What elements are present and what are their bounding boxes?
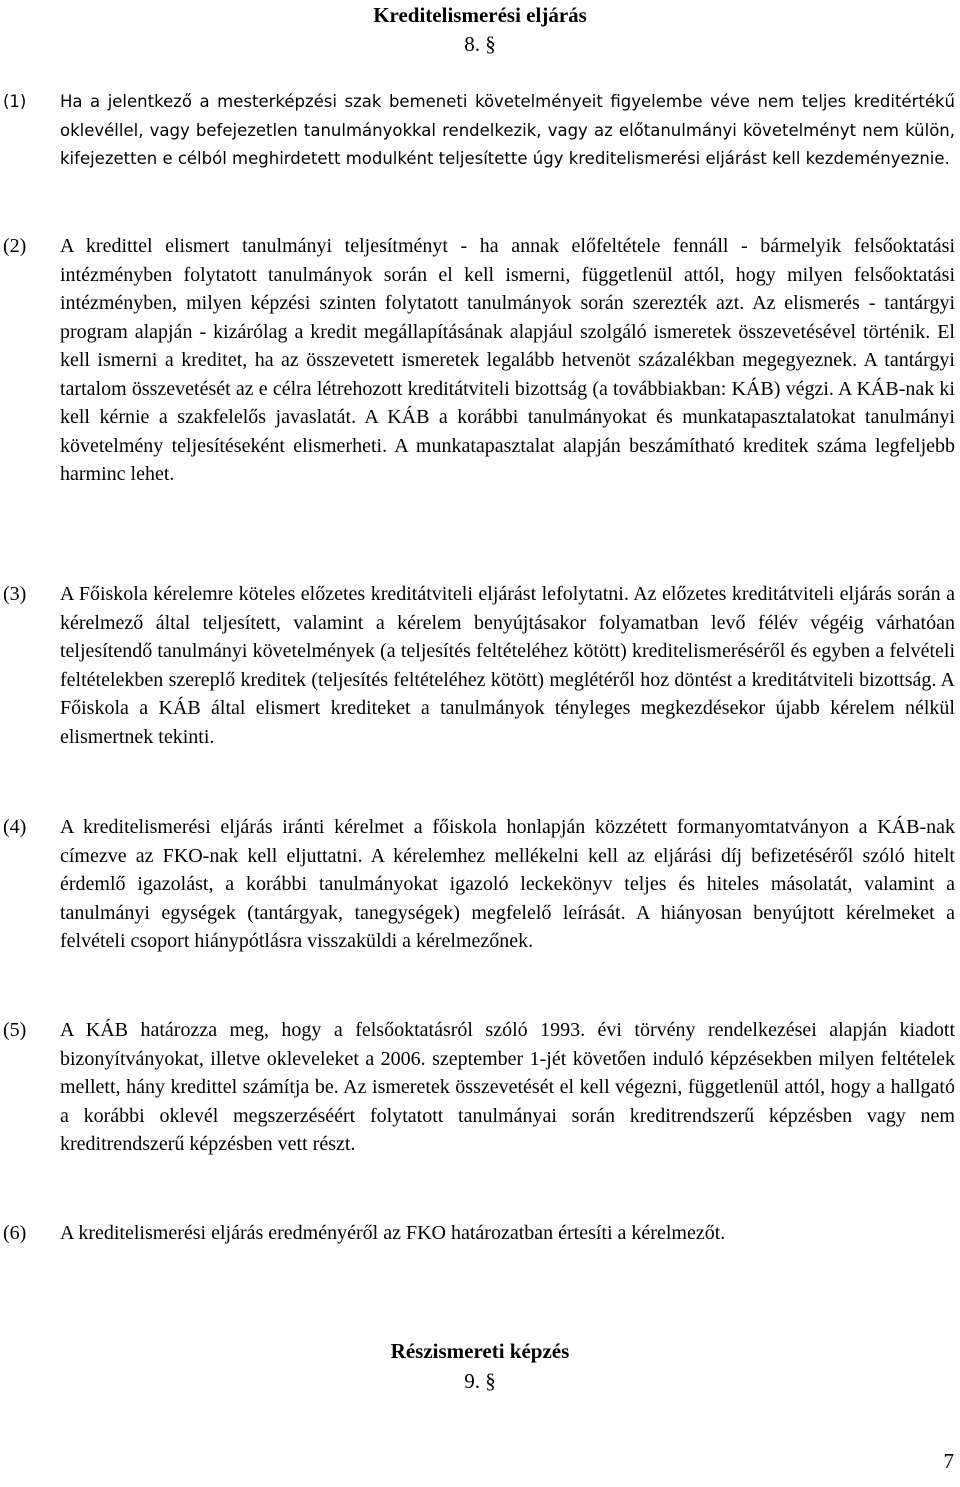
paragraph-text: A KÁB határozza meg, hogy a felsőoktatásról szóló 1993. évi törvény rendelkezései alapján kiadott bizonyítványokat, illetve okleveleket a 2006. szeptember 1-jét követően induló képzésekben milyen feltételek mellett, hány kredittel számítja be. Az ismeretek összevetését el kell végezni, függetlenül attól, hogy a hallgató a korábbi oklevél megszerzéséért folytatott tanulmányai során kreditrendszerű képzésben vagy nem kreditrendszerű képzésben vett részt.: [60, 1019, 955, 1155]
paragraph-number: (6): [3, 1222, 27, 1244]
paragraph-number: (4): [3, 816, 27, 838]
paragraph-number: (5): [3, 1019, 27, 1041]
paragraph-number: (2): [3, 235, 27, 257]
paragraph-text: A kredittel elismert tanulmányi teljesítményt - ha annak előfeltétele fennáll - bármelyik felsőoktatási intézményben folytatott tanulmányok során el kell ismerni, függetlenül attól, hogy milyen felsőoktatási intézményben, milyen képzési szinten folytatott tanulmányok során szerezték azt. Az elismerés - tantárgyi program alapján - kizárólag a kredit megállapításának alapjául szolgáló ismeretek összevetésével történik. El kell ismerni a kreditet, ha az összevetett ismeretek legalább hetvenöt százalékban megegyeznek. A tantárgyi tartalom összevetését az e célra létrehozott kreditátviteli bizottság (a továbbiakban: KÁB) végzi. A KÁB-nak ki kell kérnie a szakfelelős javaslatát. A KÁB a korábbi tanulmányokat és munkatapasztalatokat tanulmányi követelmény teljesítéseként elismerheti. A munkatapasztalat alapján beszámítható kreditek száma legfeljebb harminc lehet.: [60, 235, 955, 485]
paragraph-number: (3): [3, 583, 27, 605]
section-heading-9: Részismereti képzés: [390, 1339, 570, 1363]
paragraph-text: A kreditelismerési eljárás eredményéről az FKO határozatban értesíti a kérelmezőt.: [60, 1222, 726, 1244]
section-number-9: 9. §: [464, 1369, 496, 1393]
section-heading-8: Kreditelismerési eljárás: [373, 3, 587, 27]
paragraph-text: A Főiskola kérelemre köteles előzetes kreditátviteli eljárást lefolytatni. Az előzetes kreditátviteli eljárás során a kérelmező által teljesített, valamint a kérelem benyújtásakor folyamatban levő félév végéig várhatóan teljesítendő tanulmányi követelmények (a teljesítés feltételéhez kötött) kreditelismeréséről és egyben a felvételi feltételekben szereplő kreditek (teljesítés feltételéhez kötött) meglétéről hoz döntést a kreditátviteli bizottság. A Főiskola a KÁB által elismert krediteket a tanulmányok tényleges megkezdésekor újabb kérelem nélkül elismertnek tekinti.: [60, 583, 955, 748]
page-number: 7: [943, 1449, 954, 1473]
paragraph-number: (1): [3, 92, 27, 111]
paragraph-text: A kreditelismerési eljárás iránti kérelmet a főiskola honlapján közzétett formanyomtatványon a KÁB-nak címezve az FKO-nak kell eljuttatni. A kérelemhez mellékelni kell az eljárási díj befizetéséről szóló hitelt érdemlő igazolást, a korábbi tanulmányokat igazoló leckekönyv teljes és hiteles másolatát, valamint a tanulmányi egységek (tantárgyak, tanegységek) megfelelő leírását. A hiányosan benyújtott kérelmeket a felvételi csoport hiánypótlásra visszaküldi a kérelmezőnek.: [60, 816, 955, 952]
paragraph-text: Ha a jelentkező a mesterképzési szak bemeneti követelményeit figyelembe véve nem teljes kreditértékű oklevéllel, vagy befejezetlen tanulmányokkal rendelkezik, vagy az előtanulmányi követelményt nem külön, kifejezetten e célból meghirdetett modulként teljesítette úgy kreditelismerési eljárást kell kezdeményeznie.: [60, 92, 955, 168]
section-number-8: 8. §: [464, 32, 496, 56]
